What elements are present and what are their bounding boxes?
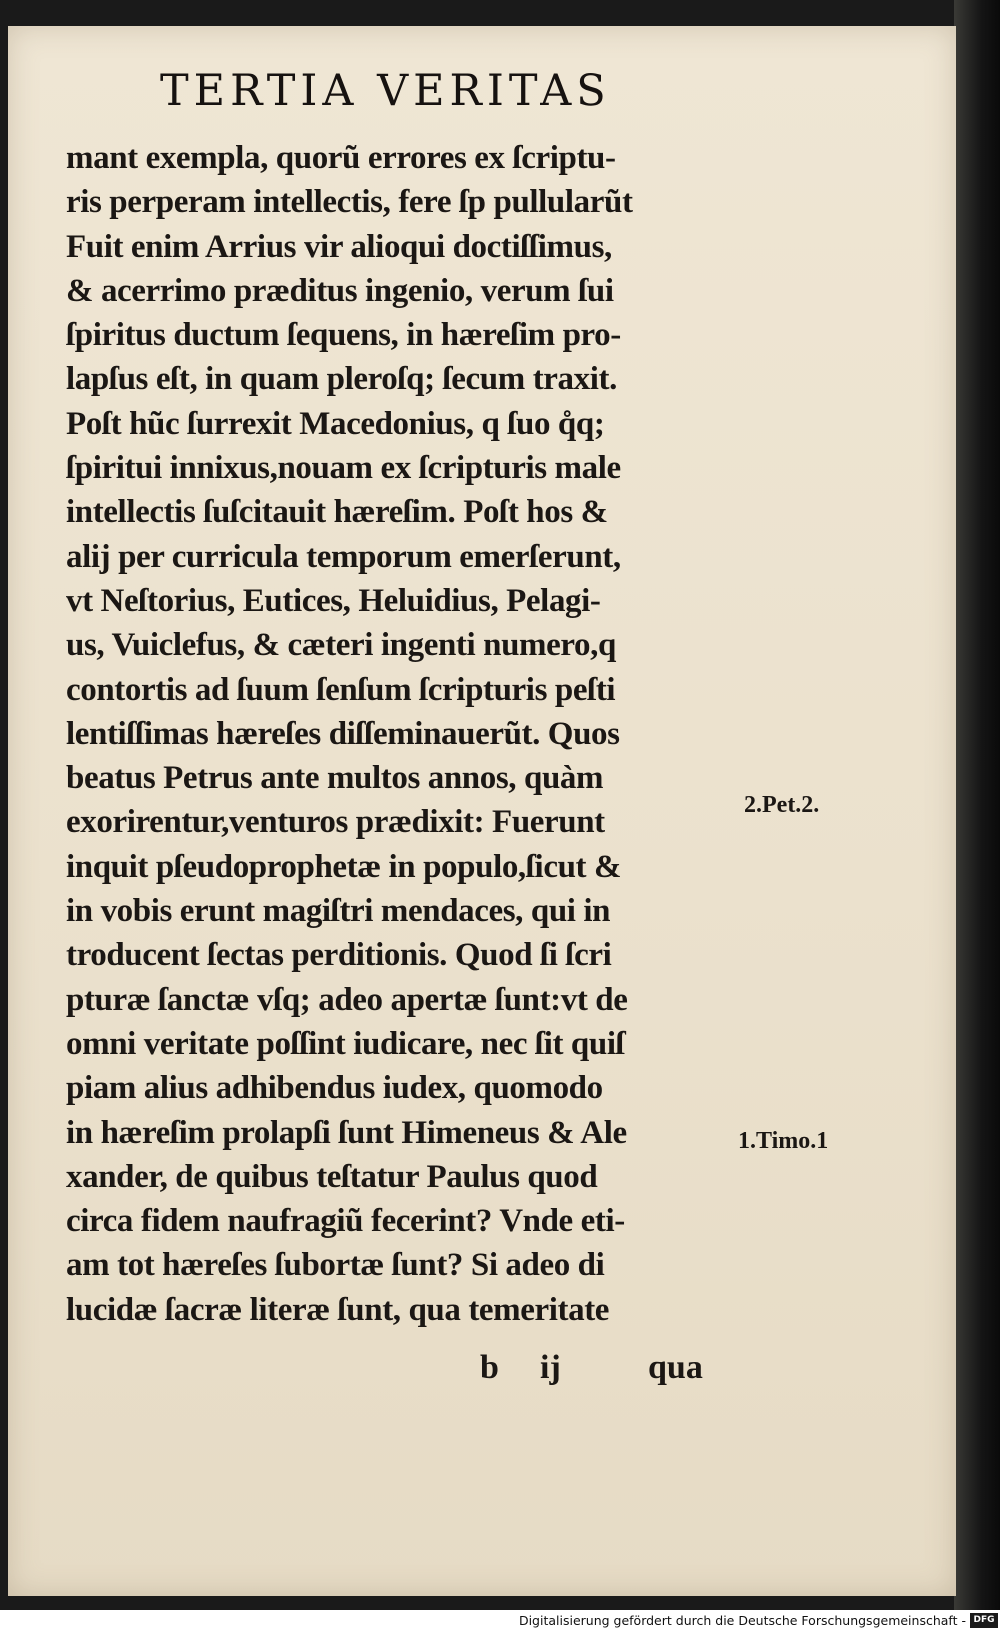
text-line: Fuit enim Arrius vir alioqui doctiſſimus, [66,228,612,265]
text-line: lapſus eſt, in quam pleroſq; ſecum traxit. [66,361,617,398]
text-line: vt Neſtorius, Eutices, Heluidius, Pelagi- [66,582,601,619]
marginal-note-pet: 2.Pet.2. [744,792,820,818]
text-line: circa fidem naufragiũ fecerint? Vnde eti- [66,1203,625,1240]
text-line: mant exempla, quorũ errores ex ſcriptu- [66,140,616,176]
text-line: us, Vuiclefus, & cæteri ingenti numero,q [66,627,616,664]
text-line: lucidæ ſacræ literæ ſunt, qua temeritate [66,1291,610,1328]
text-line: ris perperam intellectis, fere ſp pullularũt [66,184,633,221]
marginal-note-timo: 1.Timo.1 [738,1128,829,1154]
text-line: pturæ ſanctæ vſq; adeo apertæ ſunt:vt de [66,981,628,1018]
text-line: ſpiritus ductum ſequens, in hæreſim pro- [66,317,621,354]
text-line: in vobis erunt magiſtri mendaces, qui in [66,893,611,930]
text-line: ſpiritui innixus,nouam ex ſcripturis male [66,450,621,487]
text-line: beatus Petrus ante multos annos, quàm [66,760,604,797]
text-line: troducent ſectas perditionis. Quod ſi ſcri [66,937,612,974]
text-line: contortis ad ſuum ſenſum ſcripturis peſti [66,671,616,708]
text-line: intellectis ſuſcitauit hæreſim. Poſt hos & [66,494,608,531]
signature-mark: b [480,1349,499,1386]
text-line: Poſt hũc ſurrexit Macedonius, q ſuo q̊q; [66,405,605,442]
catchword: qua [648,1349,703,1386]
digitization-footer [0,1610,1000,1633]
text-line: piam alius adhibendus iudex, quomodo [66,1070,603,1107]
text-line: am tot hæreſes ſubortæ ſunt? Si adeo di [66,1247,605,1284]
text-line: & acerrimo præditus ingenio, verum ſui [66,272,614,309]
book-spine [954,0,1000,1610]
dfg-logo-icon: DFG [970,1613,998,1628]
text-line: inquit pſeudoprophetæ in populo,ſicut & [66,848,622,885]
text-line: xander, de quibus teſtatur Paulus quod [66,1158,598,1195]
text-line: alij per curricula temporum emerſerunt, [66,538,621,575]
text-line: in hæreſim prolapſi ſunt Himeneus & Ale [66,1114,627,1151]
text-line: lentiſſimas hæreſes diſſeminauerũt. Quos [66,715,620,752]
text-line: exorirentur,venturos prædixit: Fuerunt [66,804,605,841]
text-line: omni veritate poſſint iudicare, nec ſit quiſ [66,1025,625,1062]
signature-number: ij [540,1349,561,1386]
footer-credit: Digitalisierung gefördert durch die Deutsche Forschungsgemeinschaft - [518,1613,966,1628]
running-head: TERTIA VERITAS [160,66,611,116]
body-text [66,136,746,1332]
